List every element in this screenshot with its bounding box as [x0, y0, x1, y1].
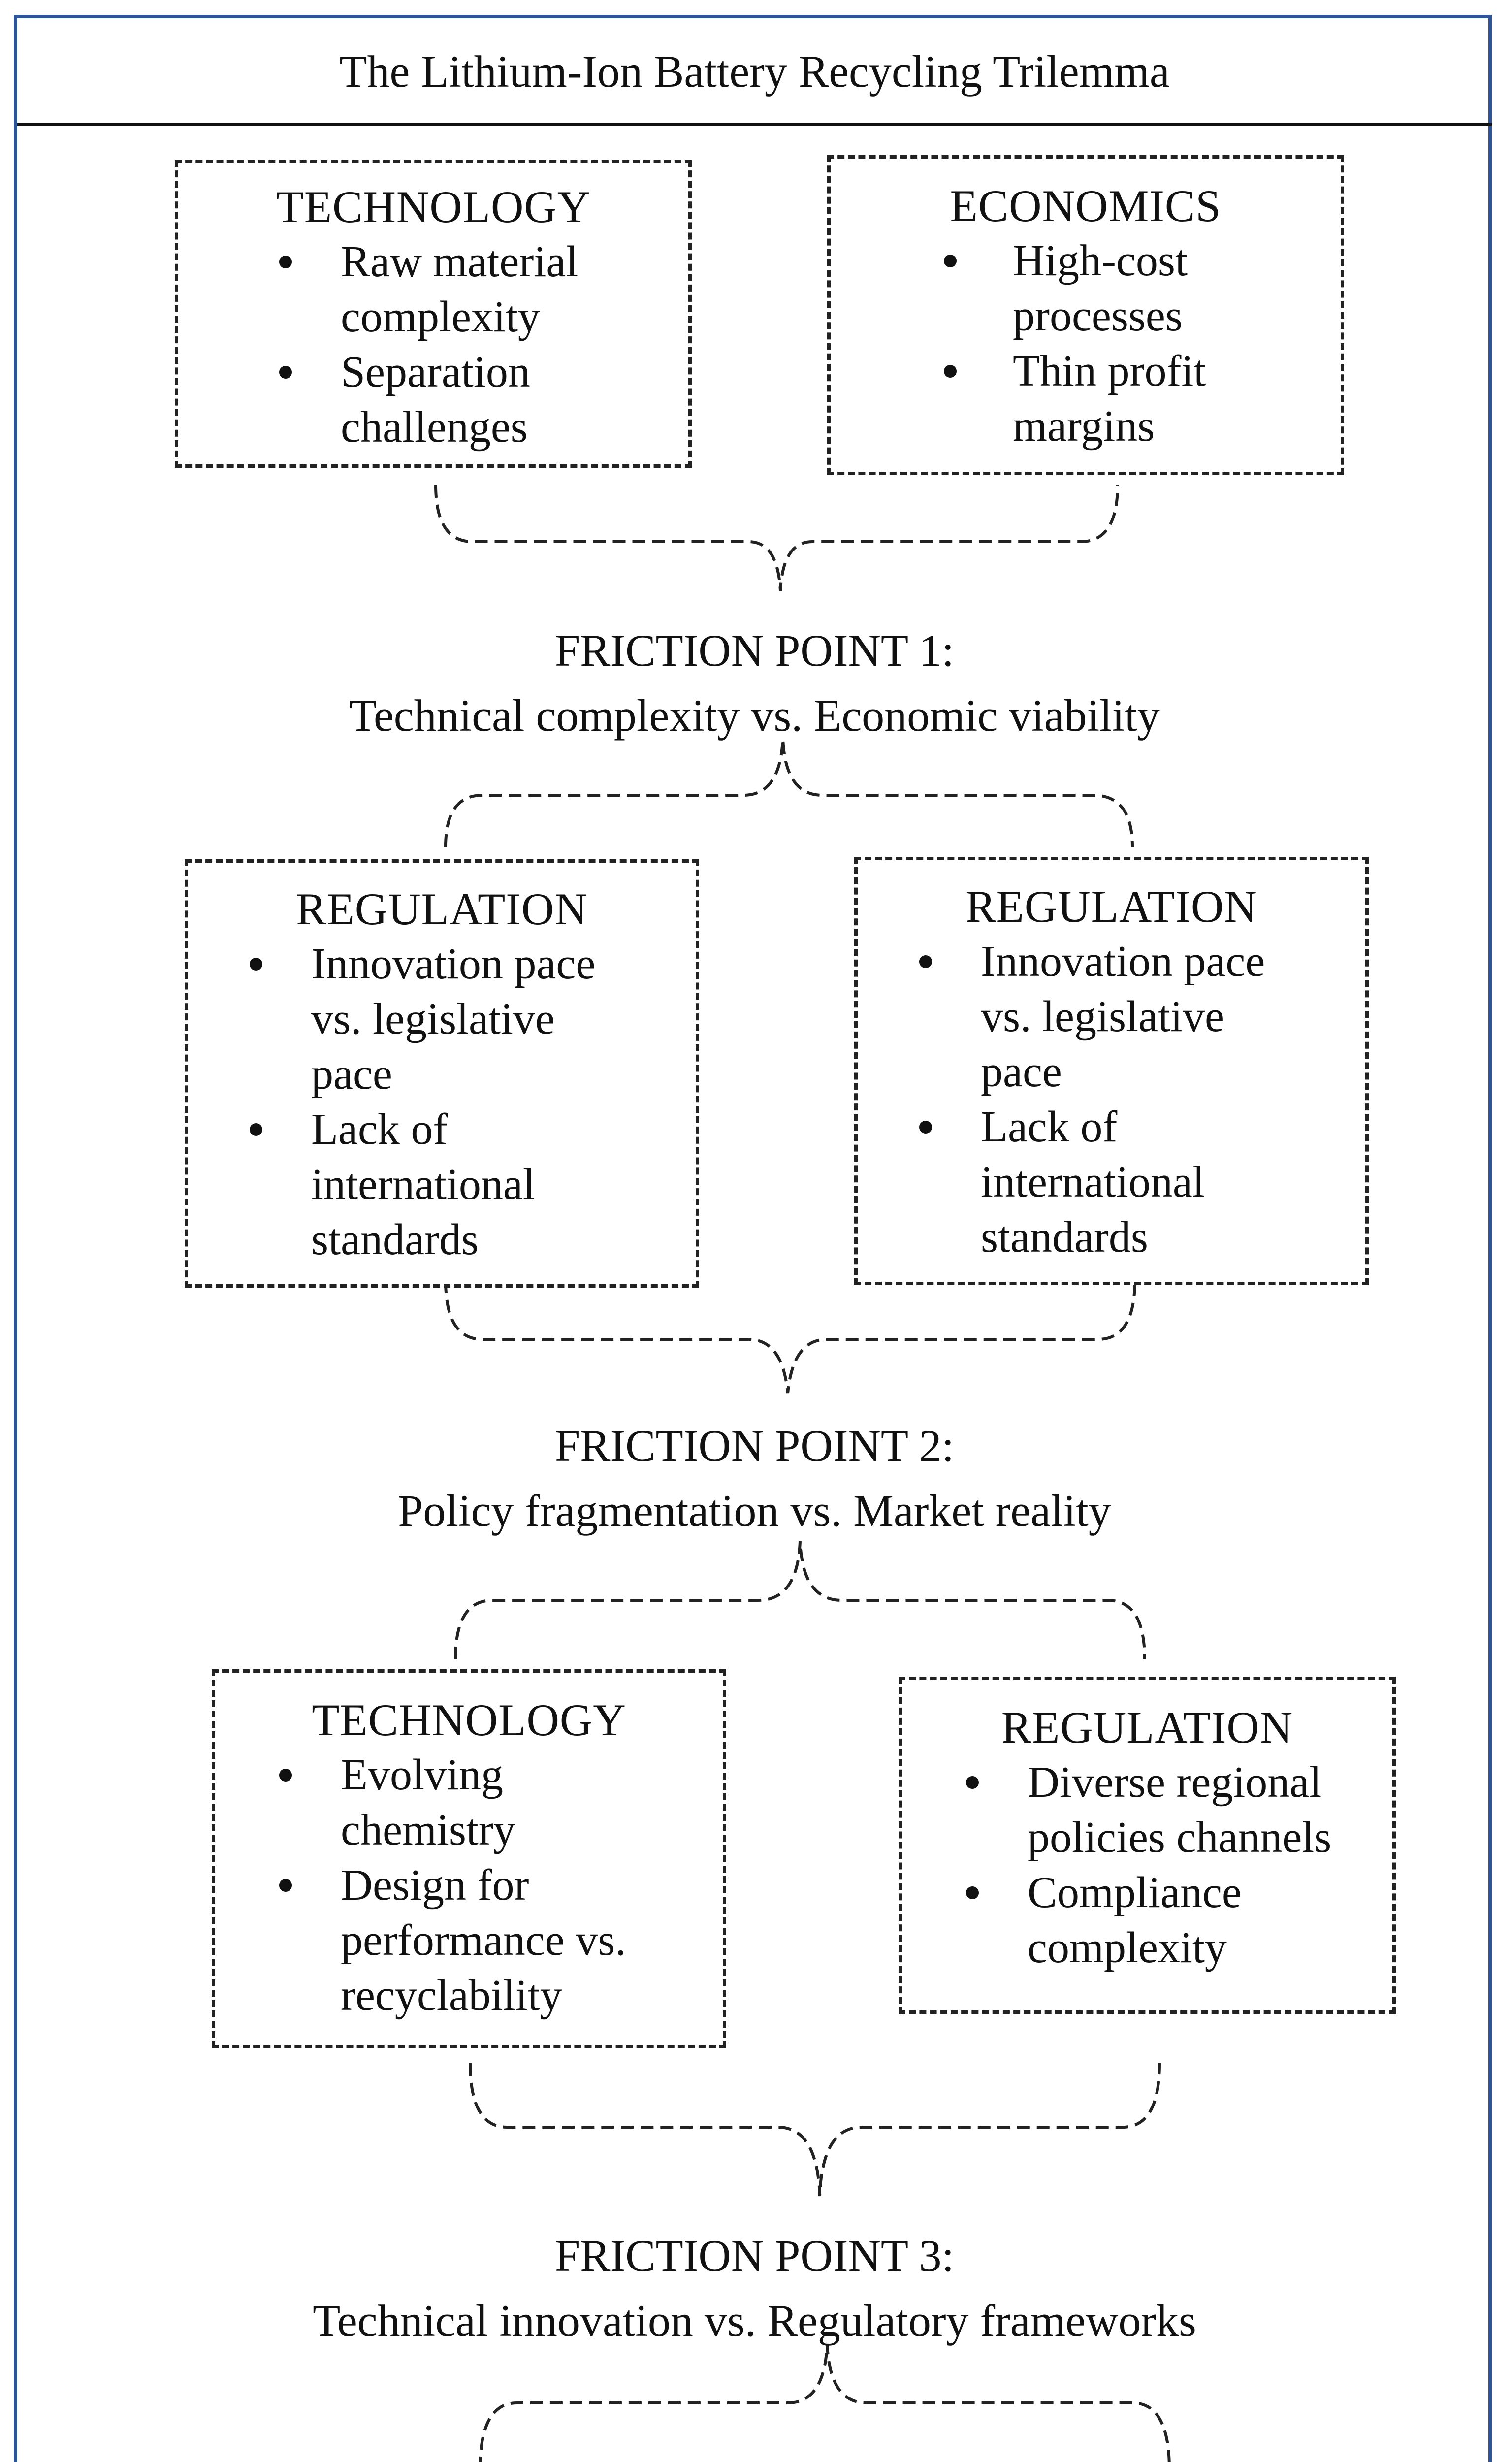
economics-box — [827, 155, 1344, 475]
technology-box-2 — [212, 1669, 726, 2048]
bullet-item — [919, 1100, 1352, 1265]
bullet-item — [279, 1748, 712, 1858]
bullet-item — [279, 1858, 712, 2023]
bullet-dot — [279, 256, 292, 268]
bullet-text: Diverse regional policies channels — [1028, 1758, 1332, 1862]
bullet-list — [944, 233, 1318, 454]
bullet-text: High-cost processes — [1013, 236, 1188, 340]
bullet-item — [279, 345, 683, 455]
bullet-text: Evolving chemistry — [341, 1750, 515, 1854]
box-heading: REGULATION — [296, 884, 588, 934]
bullet-dot — [250, 1123, 262, 1136]
regulation-box-right — [854, 857, 1369, 1285]
bullet-list — [966, 1755, 1389, 1976]
bullet-text: Innovation pace vs. legislative pace — [981, 937, 1265, 1096]
bullet-text: Thin profit margins — [1013, 347, 1206, 451]
bullet-dot — [966, 1886, 979, 1899]
bullet-dot — [250, 958, 262, 971]
bullet-dot — [279, 366, 292, 379]
bullet-list — [919, 934, 1352, 1265]
friction-text: Policy fragmentation vs. Market reality — [398, 1486, 1111, 1536]
bullet-item — [944, 233, 1318, 344]
friction-text: Technical complexity vs. Economic viability — [349, 690, 1160, 741]
bullet-item — [966, 1865, 1389, 1976]
bullet-list — [279, 1748, 712, 2023]
regulation-box-left — [185, 859, 699, 1288]
bullet-text: Compliance complexity — [1028, 1868, 1242, 1972]
bullet-text: Innovation pace vs. legislative pace — [311, 939, 596, 1099]
bullet-text: Lack of international standards — [311, 1105, 535, 1264]
bullet-text: Lack of international standards — [981, 1102, 1205, 1262]
box-heading: REGULATION — [1001, 1702, 1293, 1752]
bullet-dot — [919, 955, 932, 968]
friction-point-3 — [17, 2223, 1492, 2353]
regulation-box-3 — [899, 1677, 1396, 2014]
bullet-text: Design for performance vs. recyclability — [341, 1861, 626, 2020]
diagram-title: The Lithium-Ion Battery Recycling Trilemma — [339, 46, 1170, 97]
bullet-text: Separation challenges — [341, 348, 530, 452]
bullet-item — [250, 937, 683, 1102]
box-heading: REGULATION — [965, 881, 1257, 932]
bullet-item — [250, 1102, 683, 1267]
bullet-dot — [944, 365, 957, 378]
title-divider — [17, 123, 1492, 126]
bullet-dot — [944, 255, 957, 267]
bullet-dot — [279, 1769, 292, 1782]
bullet-dot — [966, 1776, 979, 1789]
box-heading: TECHNOLOGY — [312, 1695, 626, 1745]
box-heading: ECONOMICS — [950, 181, 1222, 231]
bullet-list — [279, 234, 683, 455]
friction-label: FRICTION POINT 2: — [554, 1421, 955, 1471]
bullet-list — [250, 937, 683, 1267]
bullet-item — [279, 234, 683, 345]
friction-label: FRICTION POINT 1: — [554, 625, 955, 676]
bullet-item — [919, 934, 1352, 1100]
bullet-dot — [279, 1879, 292, 1892]
bullet-dot — [919, 1121, 932, 1134]
bullet-text: Raw material complexity — [341, 237, 579, 341]
bullet-item — [966, 1755, 1389, 1865]
friction-label: FRICTION POINT 3: — [554, 2231, 955, 2281]
friction-point-2 — [17, 1413, 1492, 1543]
technology-box — [175, 160, 692, 468]
box-heading: TECHNOLOGY — [276, 182, 591, 232]
friction-point-1 — [17, 618, 1492, 748]
bullet-item — [944, 344, 1318, 454]
friction-text: Technical innovation vs. Regulatory frameworks — [313, 2296, 1196, 2346]
